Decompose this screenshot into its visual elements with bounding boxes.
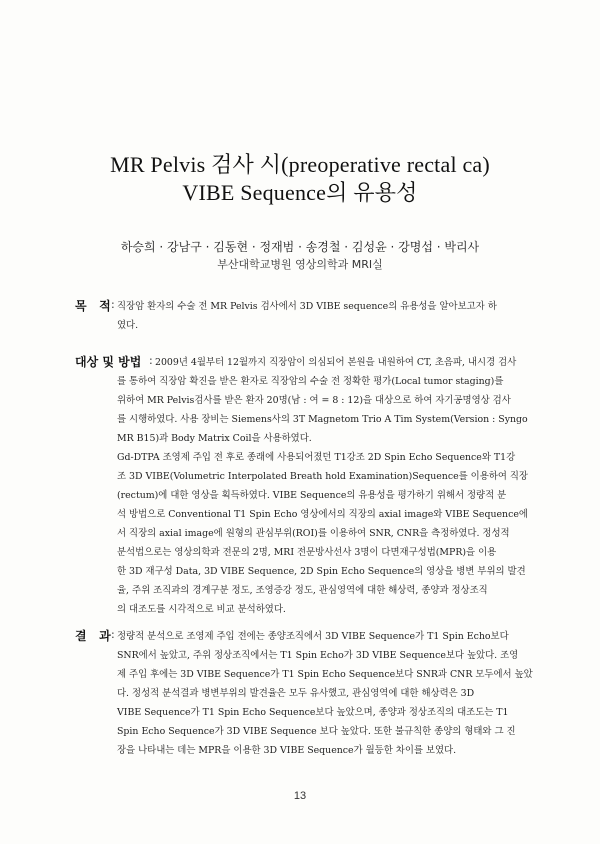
methods-line: 의 대조도를 시각적으로 비교 분석하였다. [117,604,286,615]
purpose-colon: : [111,298,115,311]
methods-line: 를 통하여 직장암 확진을 받은 환자로 직장암의 수술 전 정확한 평가(Local tumor staging)를 [117,376,504,387]
methods-line: (rectum)에 대한 영상을 획득하였다. VIBE Sequence의 유용성을 평가하기 위해서 정량적 분 [117,490,507,501]
methods-text [75,353,528,619]
results-line: 다. 정성적 분석결과 병변부위의 발견율은 모두 유사했고, 관심영역에 대한 해상력은 3D [117,688,475,699]
author-list: 하승희 · 강남구 · 김동현 · 정재범 · 송경철 · 김성윤 · 강명섭 · 박리사 [120,240,480,254]
page-number: 13 [293,790,307,802]
purpose-line: 였다. [117,320,139,331]
affiliation: 부산대학교병원 영상의학과 MRI실 [217,258,383,271]
purpose-section [75,297,520,337]
methods-line: Gd-DTPA 조영제 주입 전 후로 종래에 사용되어졌던 T1강조 2D Spin Echo Sequence와 T1강 [117,452,516,463]
methods-line: 석 방법으로 Conventional T1 Spin Echo 영상에서의 직장의 axial image와 VIBE Sequence에 [117,509,528,520]
methods-section [75,353,528,623]
results-line: SNR에서 높았고, 주위 정상조직에서는 T1 Spin Echo가 3D VIBE Sequence보다 높았다. 조영 [117,650,519,661]
methods-label: 대상 및 방법 [75,355,142,369]
methods-line: 를 시행하였다. 사용 장비는 Siemens사의 3T Magnetom Trio A Tim System(Version : Syngo [117,414,528,425]
results-colon: : [111,628,115,641]
purpose-line: 직장암 환자의 수술 전 MR Pelvis 검사에서 3D VIBE sequence의 유용성을 알아보고자 하 [117,301,497,312]
methods-line: 위하여 MR Pelvis검사를 받은 환자 20명(남 : 여 = 8 : 12)을 대상으로 하여 자기공명영상 검사 [117,395,511,406]
methods-line: 율, 주위 조직과의 경계구분 정도, 조영증강 정도, 관심영역에 대한 해상력, 종양과 정상조직 [117,585,488,596]
purpose-label: 목 적 [75,299,111,313]
paper-title-line-2: VIBE Sequence의 유용성 [182,180,418,205]
methods-line: MR B15)과 Body Matrix Coil을 사용하였다. [117,433,312,444]
results-line: 정량적 분석으로 조영제 주입 전에는 종양조직에서 3D VIBE Sequence가 T1 Spin Echo보다 [117,631,509,642]
results-line: 제 주입 후에는 3D VIBE Sequence가 T1 Spin Echo Sequence보다 SNR과 CNR 모두에서 높았 [117,669,533,680]
methods-line: 서 직장의 axial image에 원형의 관심부위(ROI)를 이용하여 SNR, CNR을 측정하였다. 정성적 [117,528,510,539]
paper-title-line-1: MR Pelvis 검사 시(preoperative rectal ca) [110,152,490,177]
results-line: Spin Echo Sequence가 3D VIBE Sequence 보다 높았다. 또한 불규칙한 종양의 형태와 그 진 [117,726,516,737]
purpose-text [117,297,497,335]
methods-line: 분석법으로는 영상의학과 전문의 2명, MRI 전문방사선사 3명이 다면재구성법(MPR)을 이용 [117,547,497,558]
results-line: 장을 나타내는 데는 MPR을 이용한 3D VIBE Sequence가 월등한 차이를 보였다. [117,745,457,756]
methods-line: 조 3D VIBE(Volumetric Interpolated Breath hold Examination)Sequence를 이용하여 직장 [117,471,528,482]
methods-line: 한 3D 재구성 Data, 3D VIBE Sequence, 2D Spin Echo Sequence의 영상을 병변 부위의 발견 [117,566,526,577]
results-section [75,627,533,767]
results-label: 결 과 [75,629,111,643]
methods-colon: : [149,354,153,367]
results-text [117,627,533,760]
methods-line: 2009년 4월부터 12월까지 직장암이 의심되어 본원을 내원하여 CT, 초음파, 내시경 검사 [155,357,517,368]
results-line: VIBE Sequence가 T1 Spin Echo Sequence보다 높았으며, 종양과 정상조직의 대조도는 T1 [117,707,509,718]
